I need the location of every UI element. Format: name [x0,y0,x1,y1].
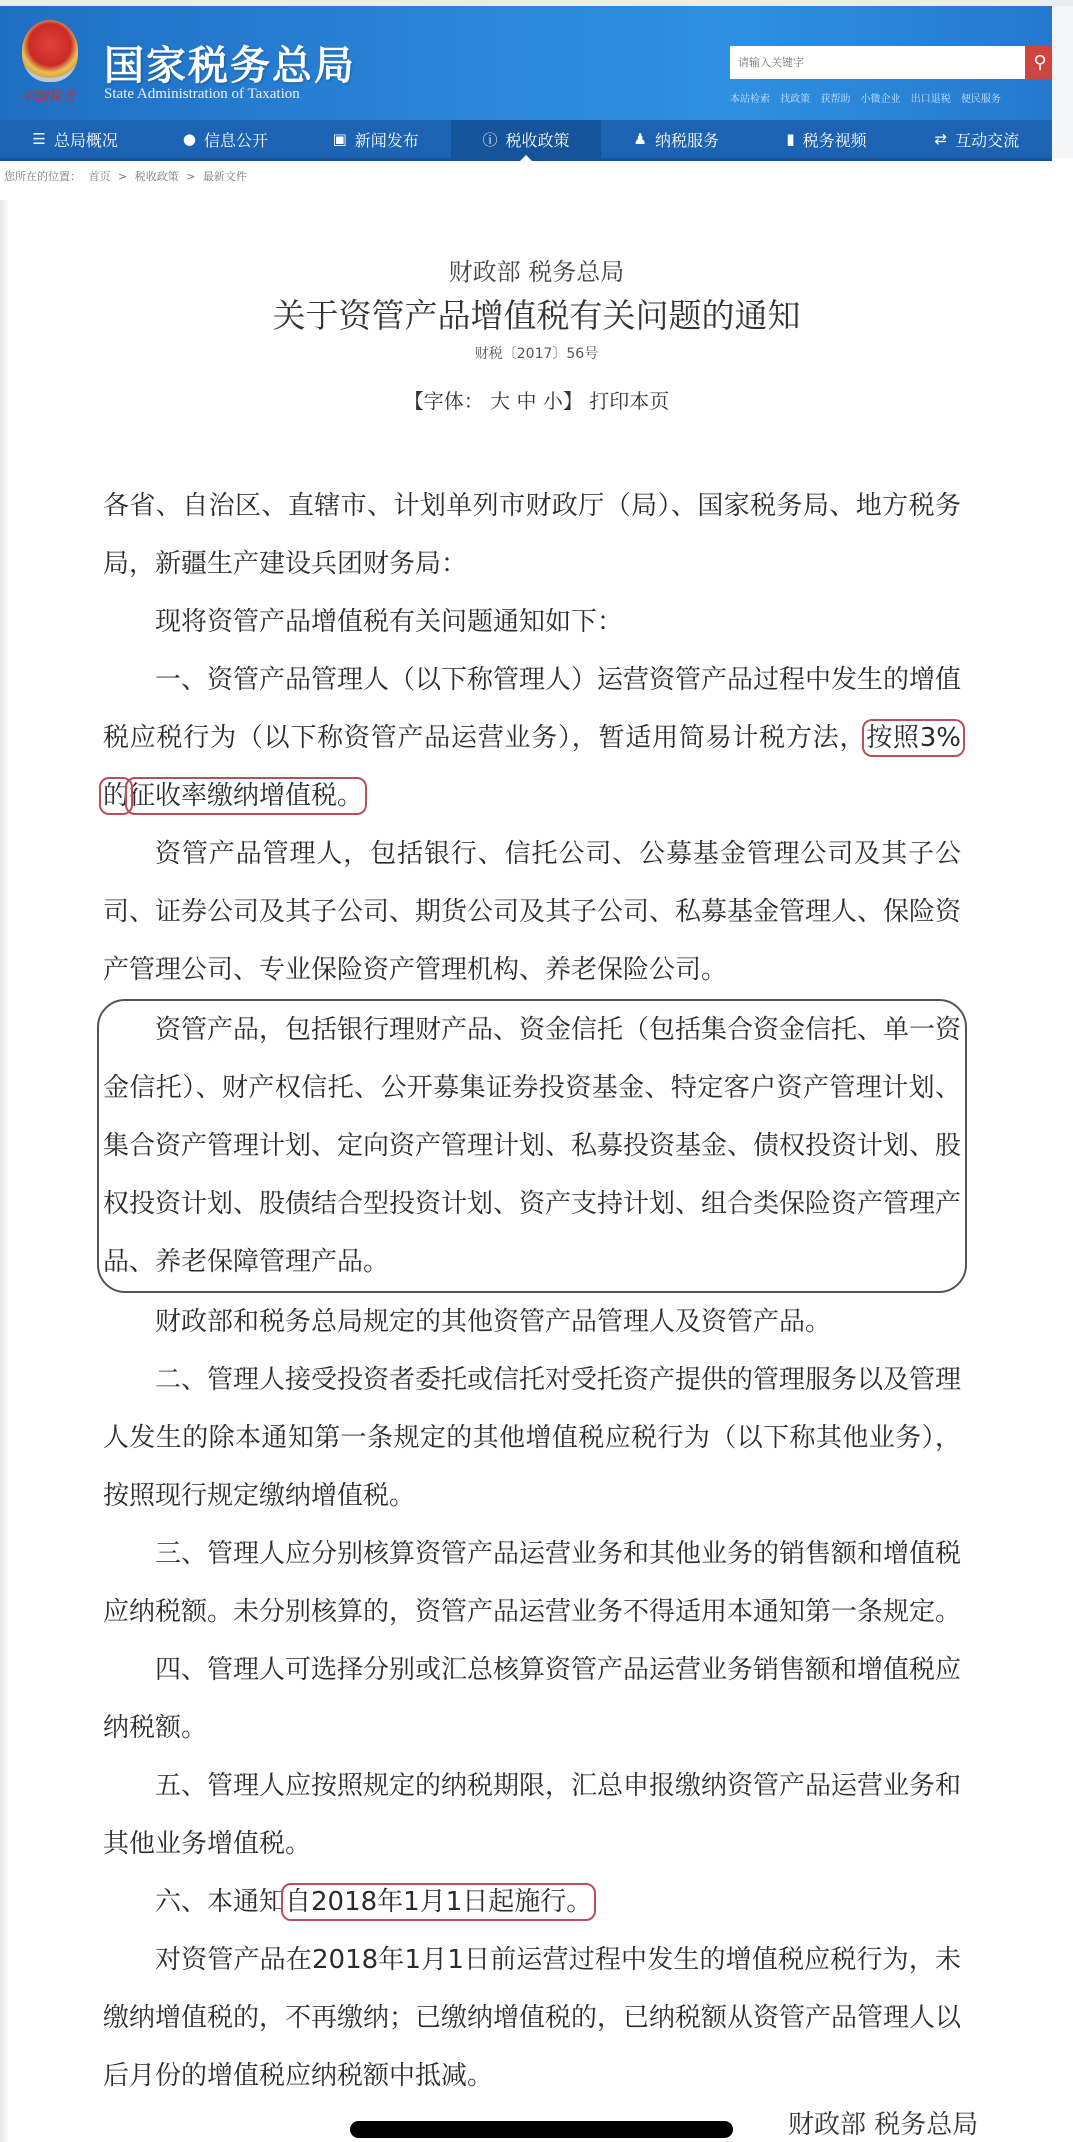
doc-signature: 财政部 税务总局 [788,2110,979,2140]
page-edge [1052,6,1073,158]
quick-link[interactable]: 便民服务 [960,94,1001,105]
highlight-box: 自2018年1月1日起施行。 [285,1887,593,1917]
paragraph-article-6 [103,1873,961,1931]
quick-link[interactable]: 本站检索 [730,94,770,105]
nav-label: 税务视频 [802,130,867,150]
main-nav [0,120,1052,161]
font-label: 【字体： [403,389,484,413]
breadcrumb-prefix: 您所在的位置： [4,170,81,183]
info-icon: ⓘ [482,130,498,149]
seal-logo-text: 中国税务 [20,89,76,105]
print-link[interactable]: 打印本页 [589,389,670,413]
doc-number: 财税〔2017〕56号 [474,346,599,362]
paragraph: 资管产品管理人，包括银行、信托公司、公募基金管理公司及其子公司、证券公司及其子公司、期货公司及其子公司、私募基金管理人、保险资产管理公司、专业保险资产管理机构、养老保险公司。 [103,839,962,985]
search-input[interactable] [730,46,1026,79]
paragraph-text: 一、资管产品管理人（以下称管理人）运营资管产品过程中发生的增值税应税行为（以下称资管产品运营业务），暂适用简易计税方法， [103,665,962,753]
paragraph-article-1 [103,651,961,825]
nav-label: 信息公开 [203,130,268,150]
document-icon: ▣ [332,130,347,148]
breadcrumb [4,168,251,184]
nav-label: 互动交流 [955,130,1020,150]
breadcrumb-latest[interactable]: 最新文件 [202,170,247,183]
paragraph-article-2: 二、管理人接受投资者委托或信托对受托资产提供的管理服务以及管理人发生的除本通知第一条规定的其他增值税应税行为（以下称其他业务），按照现行规定缴纳增值税。 [103,1365,962,1511]
exchange-icon: ⇄ [934,130,948,148]
site-title[interactable]: 国家税务总局 [104,43,356,89]
quick-link[interactable]: 出口退税 [910,94,951,105]
font-bracket: 】 [562,389,583,413]
paragraph: 财政部和税务总局规定的其他资管产品管理人及资管产品。 [155,1307,832,1337]
paragraph-article-3: 三、管理人应分别核算资管产品运营业务和其他业务的销售额和增值税应纳税额。未分别核算的，资管产品运营业务不得适用本通知第一条规定。 [103,1539,962,1627]
site-header [0,6,1052,120]
font-small-link[interactable]: 小 [542,389,563,413]
font-medium-link[interactable]: 中 [516,389,537,413]
breadcrumb-separator: > [186,170,196,183]
nav-item-interaction[interactable] [902,120,1052,158]
nav-item-taxpayer-service[interactable] [601,120,751,158]
quick-link[interactable]: 找政策 [780,94,811,105]
page-left-border [0,200,8,2142]
chat-bubble-icon: ● [182,130,196,148]
nav-item-video[interactable] [751,120,901,158]
highlight-box: 按照3%的 [103,723,961,811]
national-emblem-icon [22,20,78,82]
paragraph: 资管产品，包括银行理财产品、资金信托（包括集合资金信托、单一资金信托）、财产权信托、公开募集证券投资基金、特定客户资产管理计划、集合资产管理计划、定向资产管理计划、私募投资基金、债权投资计划、股权投资计划、股债结合型投资计划、资产支持计划、组合类保险资产管理产品、养老保障管理产品。 [103,1015,962,1277]
bookmark-icon: ▮ [786,130,795,148]
nav-item-news[interactable] [301,120,451,158]
nav-item-overview[interactable] [0,120,150,158]
person-icon: ♟ [633,130,647,148]
nav-label: 税收政策 [505,130,570,150]
nav-label: 纳税服务 [654,130,719,150]
search-button[interactable] [1025,46,1055,79]
quick-link[interactable]: 小微企业 [860,94,901,105]
doc-title: 关于资管产品增值税有关问题的通知 [272,296,801,335]
font-size-controls [0,385,1073,414]
paragraph: 现将资管产品增值税有关问题通知如下： [155,607,624,637]
paragraph-text: 六、本通知 [155,1887,286,1917]
quick-link[interactable]: 获帮助 [820,94,851,105]
highlight-box-large [97,999,967,1293]
paragraph-article-5: 五、管理人应按照规定的纳税期限，汇总申报缴纳资管产品运营业务和其他业务增值税。 [103,1771,962,1859]
breadcrumb-separator: > [118,170,128,183]
font-large-link[interactable]: 大 [490,389,511,413]
nav-item-tax-policy[interactable] [451,120,601,158]
paragraph: 对资管产品在2018年1月1日前运营过程中发生的增值税应税行为，未缴纳增值税的，不再缴纳；已缴纳增值税的，已纳税额从资管产品管理人以后月份的增值税应纳税额中抵减。 [103,1945,962,2091]
search-icon: ⚲ [1033,52,1047,73]
home-indicator[interactable] [350,2121,733,2138]
doc-issuer: 财政部 税务总局 [448,258,625,286]
nav-label: 总局概况 [53,130,118,150]
quick-links [730,90,1060,105]
highlight-box: 征收率缴纳增值税。 [129,781,364,811]
nav-item-info[interactable] [150,120,300,158]
breadcrumb-tax-policy[interactable]: 税收政策 [134,170,179,183]
breadcrumb-home[interactable]: 首页 [88,170,111,183]
paragraph-article-4: 四、管理人可选择分别或汇总核算资管产品运营业务销售额和增值税应纳税额。 [103,1655,962,1743]
site-subtitle: State Administration of Taxation [104,86,300,102]
nav-label: 新闻发布 [354,130,419,150]
doc-body [103,477,961,2105]
list-icon: ☰ [32,130,46,148]
paragraph-salutation: 各省、自治区、直辖市、计划单列市财政厅（局）、国家税务局、地方税务局，新疆生产建设兵团财务局： [103,491,961,579]
